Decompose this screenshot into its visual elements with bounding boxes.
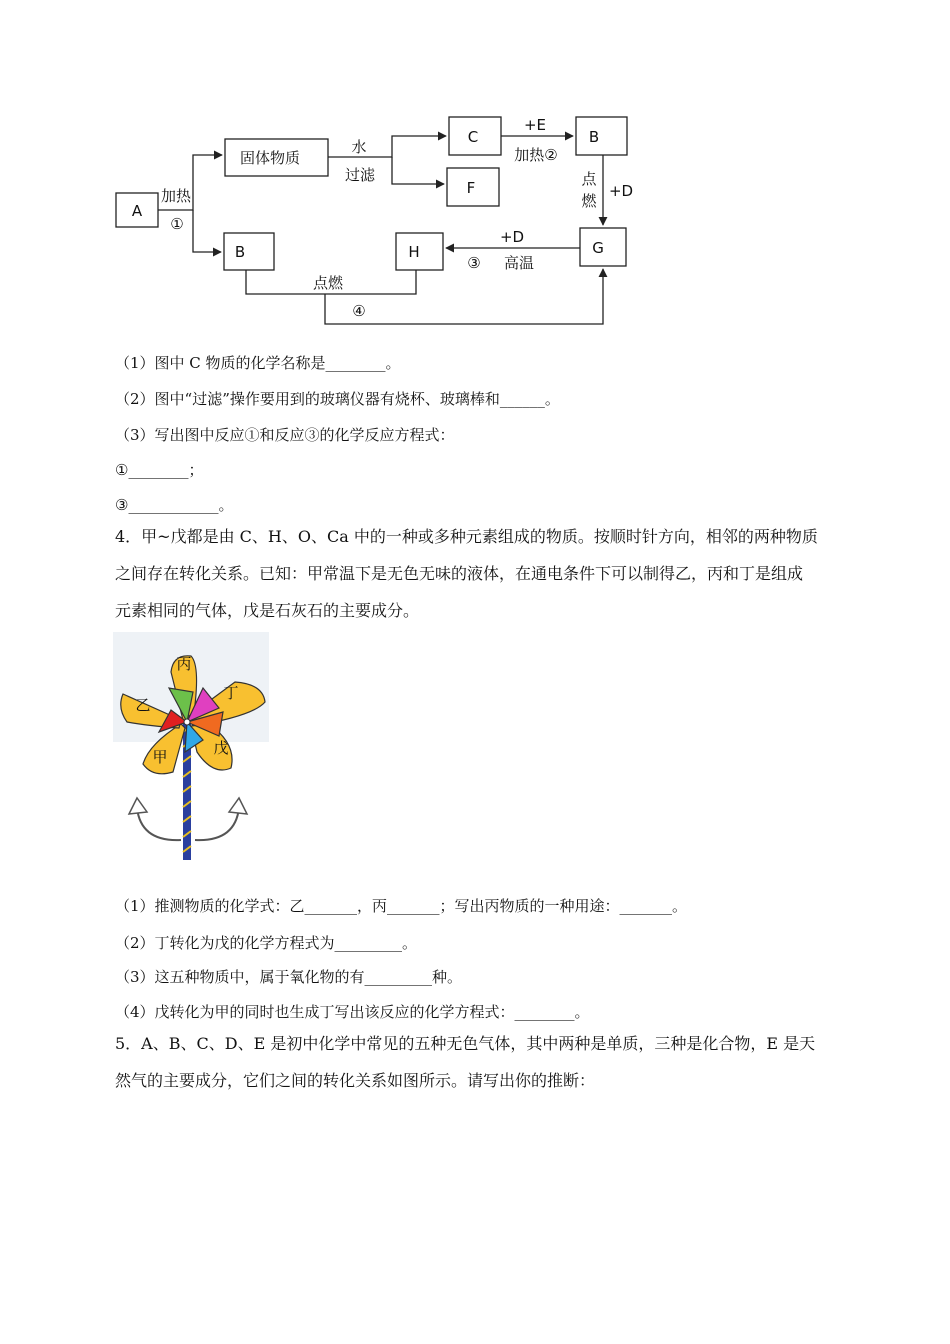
q3-sub1: （1）图中 C 物质的化学名称是________。: [115, 354, 401, 372]
pinwheel-yi: 乙: [135, 696, 151, 714]
arrow-a-to-b: [193, 210, 221, 252]
pinwheel-ding: 丁: [223, 684, 239, 702]
box-b-bottom-label: B: [234, 243, 246, 261]
label-heat2: 加热②: [514, 146, 558, 164]
box-solid-label: 固体物质: [239, 149, 301, 167]
box-h-label: H: [408, 243, 420, 261]
q3-eq1: ①________；: [115, 461, 204, 479]
label-circle4: ④: [352, 302, 366, 320]
box-b-top: [576, 117, 627, 155]
label-circle1: ①: [170, 215, 184, 233]
arrow-bracket-to-g: [325, 269, 603, 324]
label-ignite-v1: 点: [581, 170, 597, 188]
q4-sub4: （4）戊转化为甲的同时也生成丁写出该反应的化学方程式：________。: [115, 1003, 590, 1021]
q4-sub1: （1）推测物质的化学式：乙_______，丙_______；写出丙物质的一种用途：_______。: [115, 897, 688, 915]
q3-sub3: （3）写出图中反应①和反应③的化学反应方程式：: [115, 426, 455, 444]
label-plus-d-bottom: +D: [499, 228, 525, 246]
q4-sub3: （3）这五种物质中，属于氧化物的有_________种。: [115, 968, 463, 986]
q3-eq3: ③____________。: [115, 496, 234, 514]
q4-sub2: （2）丁转化为戊的化学方程式为_________。: [115, 934, 418, 952]
q4-stem: [115, 518, 835, 629]
q5-line1: 5．A、B、C、D、E 是初中化学中常见的五种无色气体，其中两种是单质，三种是化合物，E 是天: [115, 1034, 816, 1053]
q4-line1: 4．甲~戊都是由 C、H、O、Ca 中的一种或多种元素组成的物质。按顺时针方向，相邻的两种物质: [115, 527, 818, 546]
label-ignite-v2: 燃: [581, 192, 597, 210]
label-plus-e: +E: [523, 116, 547, 134]
q5-stem: [115, 1025, 835, 1099]
box-a-label: A: [131, 202, 143, 220]
label-filter: 过滤: [344, 166, 376, 184]
pinwheel-wu: 戊: [213, 739, 229, 757]
pinwheel-bing: 丙: [176, 655, 192, 673]
reaction-flow-diagram: [0, 0, 950, 340]
label-plus-d-right: +D: [608, 182, 634, 200]
box-b-top-label: B: [588, 128, 600, 146]
label-water: 水: [351, 138, 367, 156]
arrow-solid-branch: [328, 136, 446, 157]
label-circle3: ③: [467, 254, 481, 272]
box-c-label: C: [467, 128, 479, 146]
q3-sub2: （2）图中“过滤”操作要用到的玻璃仪器有烧杯、玻璃棒和______。: [115, 390, 560, 408]
label-high-temp: 高温: [503, 254, 535, 272]
q4-line3: 元素相同的气体，戊是石灰石的主要成分。: [115, 601, 420, 620]
q4-line2: 之间存在转化关系。已知：甲常温下是无色无味的液体，在通电条件下可以制得乙，丙和丁是组成: [115, 564, 804, 583]
label-ignite4: 点燃: [312, 274, 344, 292]
arrow-solid-to-f: [392, 157, 444, 184]
box-b-bottom: [224, 233, 274, 270]
box-f-label: F: [466, 179, 476, 197]
pinwheel-figure: [113, 632, 271, 864]
box-g-label: G: [592, 239, 604, 257]
label-heat1: 加热: [160, 187, 192, 205]
q5-line2: 然气的主要成分，它们之间的转化关系如图所示。请写出你的推断：: [115, 1071, 596, 1090]
pinwheel-jia: 甲: [152, 748, 168, 766]
